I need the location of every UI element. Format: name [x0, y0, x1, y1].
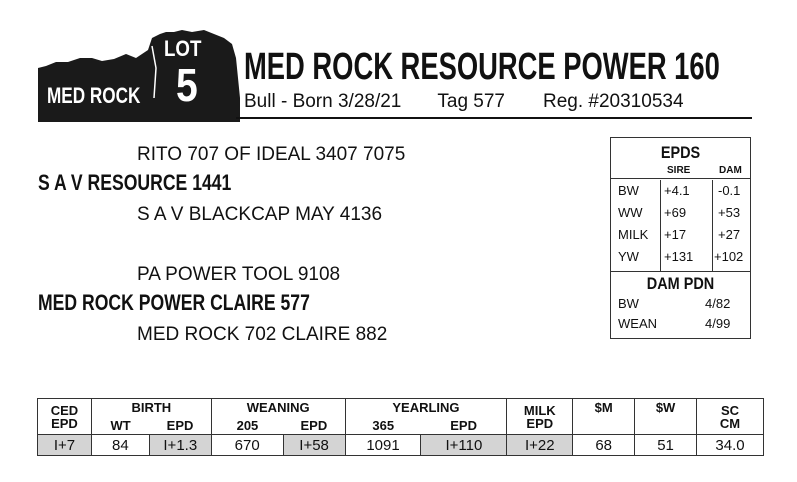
value-milk-epd: I+22 — [507, 435, 573, 456]
animal-details — [244, 92, 684, 111]
value-dollar-m: 68 — [573, 435, 635, 456]
brand-name: MED ROCK — [47, 83, 141, 108]
epd-dam-yw: +102 — [714, 249, 744, 264]
header-weaning: WEANING — [211, 399, 345, 417]
pedigree-dam: MED ROCK POWER CLAIRE 577 — [38, 290, 310, 315]
divider — [611, 271, 750, 272]
value-wean-205: 670 — [211, 435, 283, 456]
pedigree-dam-dam: MED ROCK 702 CLAIRE 882 — [137, 324, 388, 345]
divider — [660, 180, 661, 272]
header-sc — [697, 399, 764, 435]
value-sc: 34.0 — [697, 435, 764, 456]
value-birth-epd: I+1.3 — [149, 435, 211, 456]
header-dollar-m: $M — [573, 399, 635, 435]
header-year-epd: EPD — [421, 417, 507, 435]
pdn-label-wean: WEAN — [618, 316, 657, 331]
header-year-365: 365 — [345, 417, 421, 435]
value-dollar-w: 51 — [635, 435, 697, 456]
pedigree-sire: S A V RESOURCE 1441 — [38, 170, 232, 195]
registration-number: Reg. #20310534 — [543, 91, 684, 112]
header-birth-epd: EPD — [149, 417, 211, 435]
title-rule — [236, 117, 752, 119]
pdn-label-bw: BW — [618, 296, 639, 311]
epds-title: EPDS — [660, 143, 701, 162]
pedigree-sire-sire: RITO 707 OF IDEAL 3407 7075 — [137, 144, 406, 165]
epd-dam-bw: -0.1 — [718, 183, 741, 198]
header-wean-epd: EPD — [283, 417, 345, 435]
header-yearling: YEARLING — [345, 399, 507, 417]
tag-number: Tag 577 — [437, 91, 505, 112]
epd-sire-bw: +4.1 — [664, 183, 690, 198]
dam-pdn-title: DAM PDN — [646, 274, 715, 293]
epd-trait-bw: BW — [618, 183, 639, 198]
header-wean-205: 205 — [211, 417, 283, 435]
header-milk-label: MILK — [523, 402, 556, 418]
pedigree-sire-dam: S A V BLACKCAP MAY 4136 — [137, 204, 383, 225]
header-sc-cm: CM — [719, 415, 741, 431]
epd-dam-milk: +27 — [718, 227, 741, 242]
header-sc-label: SC — [720, 402, 740, 418]
header-milk — [507, 399, 573, 435]
epd-dam-ww: +53 — [718, 205, 741, 220]
header-ced — [38, 399, 92, 435]
value-year-365: 1091 — [345, 435, 421, 456]
divider — [611, 178, 750, 179]
lot-number: 5 — [176, 59, 198, 111]
header-dollar-w: $W — [635, 399, 697, 435]
value-ced: I+7 — [38, 435, 92, 456]
performance-table — [37, 398, 764, 456]
epd-sire-ww: +69 — [664, 205, 687, 220]
epds-box — [610, 137, 751, 339]
pedigree-dam-sire: PA POWER TOOL 9108 — [137, 264, 341, 285]
lot-label: LOT — [164, 36, 202, 61]
epds-col-dam: DAM — [719, 165, 742, 176]
epd-trait-ww: WW — [618, 205, 643, 220]
divider — [712, 180, 713, 272]
header-ced-epd: EPD — [51, 415, 78, 431]
epd-trait-yw: YW — [618, 249, 639, 264]
epd-sire-milk: +17 — [664, 227, 687, 242]
pdn-value-bw: 4/82 — [705, 296, 731, 311]
value-year-epd: I+110 — [421, 435, 507, 456]
value-wean-epd: I+58 — [283, 435, 345, 456]
animal-name: MED ROCK RESOURCE POWER 160 — [244, 46, 720, 88]
header-ced-label: CED — [50, 402, 79, 418]
header-birth: BIRTH — [91, 399, 211, 417]
epd-trait-milk: MILK — [618, 227, 649, 242]
epd-sire-yw: +131 — [664, 249, 694, 264]
pdn-value-wean: 4/99 — [705, 316, 731, 331]
epds-col-sire: SIRE — [667, 165, 691, 176]
epds-grid — [611, 180, 750, 274]
header-milk-epd: EPD — [526, 415, 554, 431]
value-birth-wt: 84 — [91, 435, 149, 456]
sex-birth-date: Bull - Born 3/28/21 — [244, 91, 402, 112]
header-birth-wt: WT — [91, 417, 149, 435]
